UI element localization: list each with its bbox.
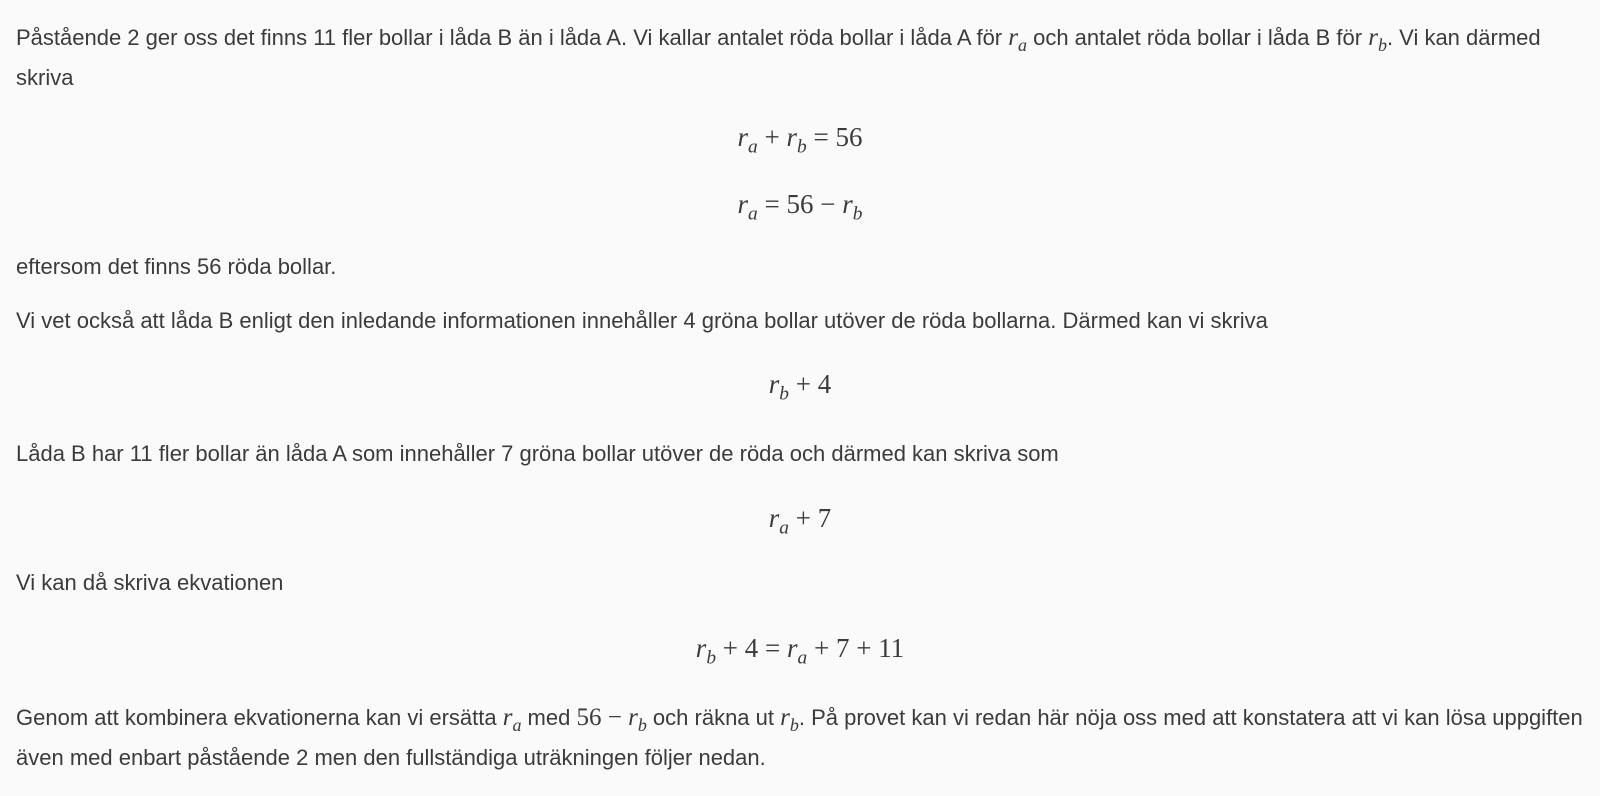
math-variable: $r_a$ — [737, 122, 758, 158]
math-variable: $r_a$ — [768, 503, 789, 539]
equation-ra-equals-56-minus-rb — [16, 183, 1584, 225]
math-literal: 56 − — [576, 704, 629, 731]
paragraph-eftersom-56-roda: eftersom det finns 56 röda bollar. — [16, 254, 337, 279]
math-literal: + 7 — [789, 503, 832, 533]
math-variable: $r_a$ — [787, 633, 808, 669]
math-variable: $r_b$ — [768, 369, 789, 405]
equation-rb-plus-4 — [16, 363, 1584, 405]
math-variable: $r_a$ — [737, 189, 758, 225]
math-variable: $r_b$ — [842, 189, 863, 225]
paragraph-vi-kan-da-skriva: Vi kan då skriva ekvationen — [16, 570, 284, 595]
math-variable: $r_b$ — [786, 122, 807, 158]
math-variable: $r_b$ — [780, 704, 799, 735]
math-variable: $r_a$ — [1008, 24, 1027, 55]
paragraph-lada-b-11-fler: Låda B har 11 fler bollar än låda A som innehåller 7 gröna bollar utöver de röda och därmed kan skriva som — [16, 441, 1059, 466]
math-literal: + — [757, 122, 787, 152]
math-variable: $r_b$ — [628, 704, 647, 735]
equation-combined — [16, 627, 1584, 669]
math-variable: $r_a$ — [502, 704, 522, 735]
math-variable: $r_b$ — [1368, 24, 1387, 55]
math-literal: + 7 + 11 — [807, 633, 905, 663]
math-variable: $r_b$ — [695, 633, 717, 669]
math-literal: + 4 — [789, 369, 832, 399]
math-literal: = 56 − — [757, 189, 843, 219]
math-literal: + 4 = — [716, 633, 787, 663]
paragraph-statement-2-intro: Påstående 2 ger oss det finns 11 fler bollar i låda B än i låda A. Vi kallar antalet röda bollar i låda A för $r_a$ och antalet röda bollar i låda B för $r_b$. Vi kan därmed skriva — [16, 24, 1541, 90]
equation-ra-plus-7 — [16, 497, 1584, 539]
math-literal: = 56 — [806, 122, 863, 152]
paragraph-lada-b-4-grona: Vi vet också att låda B enligt den inledande informationen innehåller 4 gröna bollar utöver de röda bollarna. Därmed kan vi skriva — [16, 308, 1268, 333]
paragraph-kombinera-ekvationerna: Genom att kombinera ekvationerna kan vi ersätta $r_a$ med $56 - r_b$ och räkna ut $r_b$. På provet kan vi redan här nöja oss med att konstatera att vi kan lösa uppgiften även med enbart påstående 2 men den fullständiga uträkningen följer nedan. — [16, 704, 1583, 770]
equation-ra-plus-rb-equals-56 — [16, 116, 1584, 158]
